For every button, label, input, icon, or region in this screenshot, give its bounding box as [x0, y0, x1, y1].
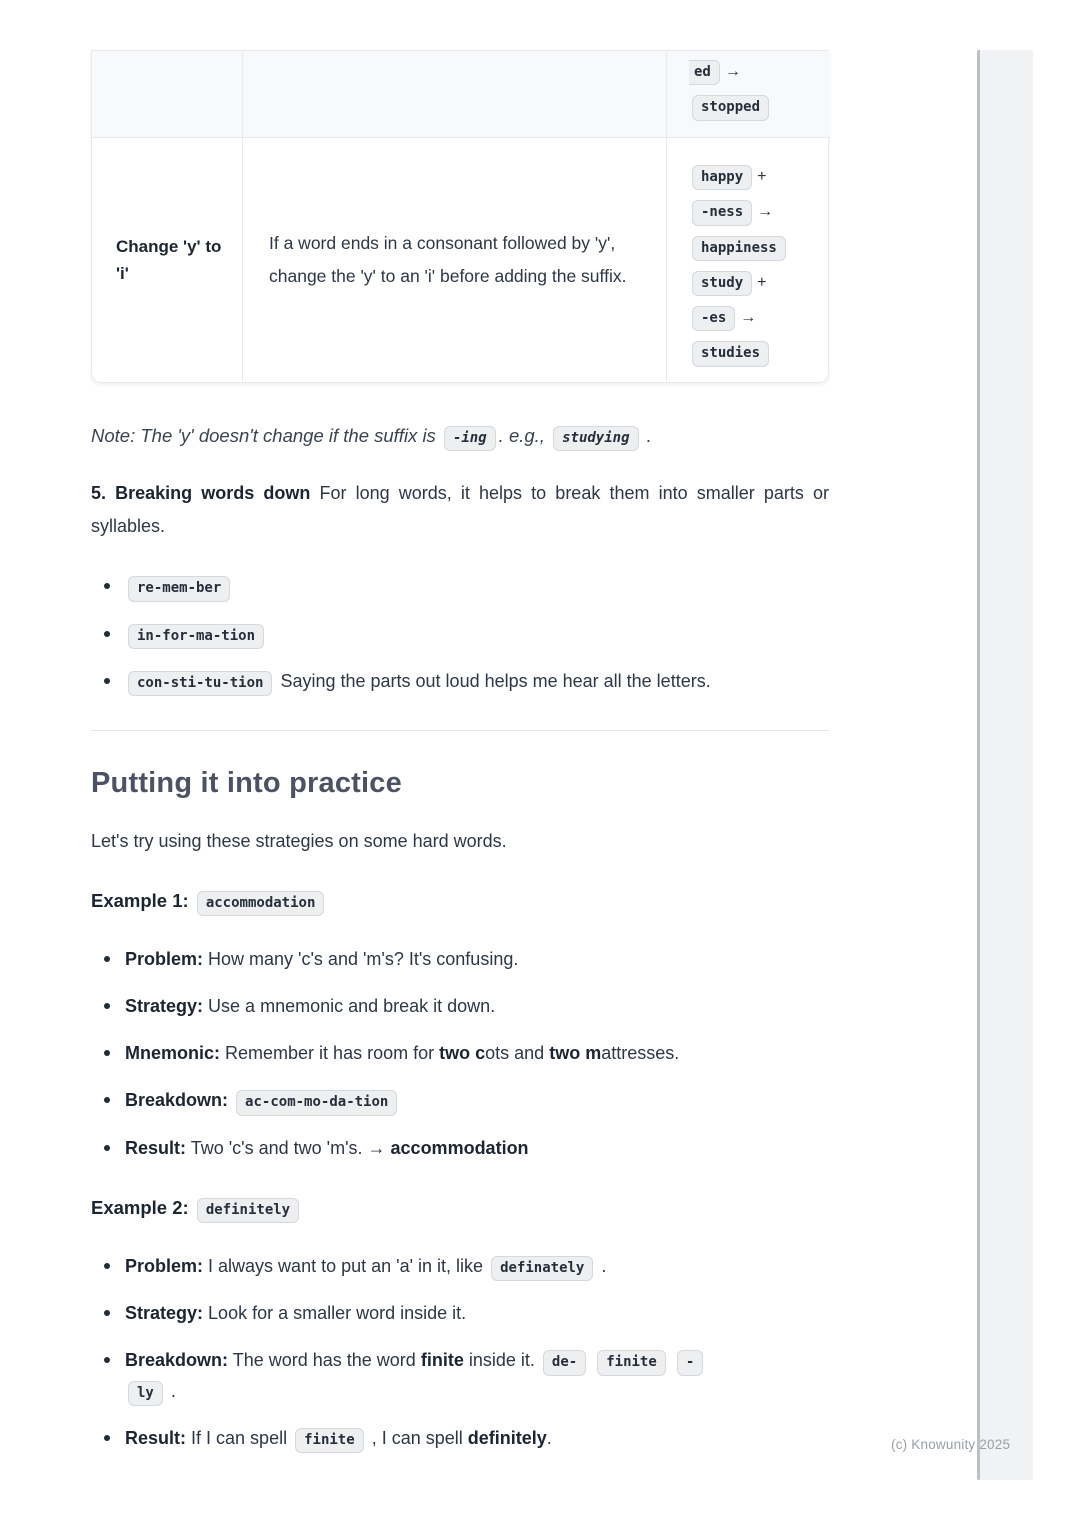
scrollbar-track[interactable]: [977, 50, 1033, 1480]
code-chip: definately: [491, 1256, 593, 1281]
list-item: [125, 1133, 829, 1163]
list-item: [125, 571, 829, 601]
chip-line: [689, 235, 824, 261]
bullet-text: ots and: [485, 1043, 545, 1064]
list-item: [125, 1423, 829, 1453]
chip-line: [689, 270, 824, 296]
bold-text: two c: [439, 1043, 486, 1064]
code-chip: -ness: [692, 200, 752, 225]
chip-line: [689, 59, 822, 85]
list-item: [125, 991, 829, 1021]
bullet-text: Remember it has room for: [225, 1043, 435, 1064]
note-text: .: [646, 425, 652, 446]
bullet-label: Strategy:: [125, 996, 204, 1017]
section-text: For long words, it helps to break them into smaller parts or syllables.: [91, 483, 829, 537]
plus-glyph: +: [757, 273, 767, 291]
example2-list: [91, 1251, 829, 1453]
arrow-glyph: →: [724, 63, 741, 80]
list-item: [125, 619, 829, 649]
code-chip: studies: [692, 341, 769, 366]
arrow-glyph: →: [740, 309, 757, 327]
bullet-text: .: [546, 1427, 552, 1448]
code-chip: accommodation: [197, 891, 325, 916]
bold-text: finite: [420, 1350, 464, 1371]
document-content: [91, 50, 829, 1453]
list-item: [125, 1345, 829, 1406]
breaking-words-paragraph: [91, 477, 829, 543]
code-chip: re-mem-ber: [128, 576, 230, 601]
chip-line: [689, 94, 822, 120]
spelling-rules-table: [91, 50, 829, 383]
bullet-text: Two 'c's and two 'm's. →: [190, 1137, 386, 1158]
syllable-list: [91, 571, 829, 696]
example2-label-row: [91, 1193, 829, 1223]
example-label: Example 1:: [91, 890, 189, 912]
example1-list: [91, 944, 829, 1162]
bullet-label: Problem:: [125, 949, 204, 970]
code-chip: finite: [295, 1428, 364, 1453]
bullet-text: If I can spell: [191, 1427, 288, 1448]
code-chip: con-sti-tu-tion: [128, 671, 272, 696]
bullet-text: The word has the word: [232, 1350, 416, 1371]
bullet-text: .: [170, 1380, 176, 1401]
arrow-glyph: →: [757, 203, 774, 221]
bullet-label: Result:: [125, 1427, 187, 1448]
example-label: Example 2:: [91, 1196, 189, 1218]
list-item-text: Saying the parts out loud helps me hear all the letters.: [280, 670, 711, 691]
copyright-footer: (c) Knowunity 2025: [891, 1437, 1011, 1452]
bullet-text: I always want to put an 'a' in it, like: [208, 1256, 484, 1277]
bullet-label: Result:: [125, 1137, 187, 1158]
list-item: [125, 1085, 829, 1115]
table-cell-rule-title: Change 'y' to 'i': [92, 138, 243, 382]
table-cell-rule-description: [243, 138, 667, 382]
rule-description-text: If a word ends in a consonant followed by 'y', change the 'y' to an 'i' before adding the suffix.: [269, 233, 627, 286]
bullet-text: , I can spell: [371, 1427, 463, 1448]
code-chip: study: [692, 271, 752, 296]
code-chip: ed: [689, 60, 720, 85]
chip-line: [689, 199, 824, 225]
bullet-label: Mnemonic:: [125, 1043, 221, 1064]
section-divider: [91, 730, 829, 731]
code-chip: ly: [128, 1381, 163, 1406]
code-chip: happy: [692, 165, 752, 190]
bullet-label: Problem:: [125, 1256, 204, 1277]
note-text: . e.g.,: [498, 425, 545, 446]
code-chip: happiness: [692, 236, 786, 261]
bullet-text: Look for a smaller word inside it.: [208, 1303, 467, 1324]
chip-line: [689, 305, 824, 331]
bullet-text: Use a mnemonic and break it down.: [208, 996, 496, 1017]
code-chip: finite: [597, 1350, 666, 1375]
bullet-label: Strategy:: [125, 1303, 204, 1324]
bold-text: two m: [549, 1043, 602, 1064]
code-chip: ac-com-mo-da-tion: [236, 1090, 397, 1115]
plus-glyph: +: [757, 168, 767, 185]
bullet-label: Breakdown:: [125, 1090, 229, 1111]
note-text: Note: The 'y' doesn't change if the suffix is: [91, 425, 436, 446]
note-paragraph: [91, 421, 829, 451]
table-cell-rule-examples: [667, 138, 830, 382]
bullet-text: .: [601, 1256, 607, 1277]
code-chip: -ing: [444, 426, 496, 451]
table-cell-example-ed: [667, 51, 830, 138]
code-chip: de-: [543, 1350, 586, 1375]
code-chip: in-for-ma-tion: [128, 624, 264, 649]
code-chip: studying: [553, 426, 638, 451]
bullet-text: How many 'c's and 'm's? It's confusing.: [208, 949, 519, 970]
list-item: [125, 666, 829, 696]
bullet-label: Breakdown:: [125, 1350, 229, 1371]
list-item: [125, 1038, 829, 1068]
bold-text: definitely: [467, 1427, 547, 1448]
bold-text: accommodation: [390, 1137, 529, 1158]
code-chip: -es: [692, 306, 735, 331]
code-chip: definitely: [197, 1198, 299, 1223]
table-cell-empty: [243, 51, 667, 138]
example1-label-row: [91, 886, 829, 916]
table-cell-empty: [92, 51, 243, 138]
list-item: [125, 1251, 829, 1281]
list-item: [125, 1298, 829, 1328]
practice-heading: Putting it into practice: [91, 767, 402, 800]
code-chip: -: [677, 1350, 703, 1375]
chip-line: [689, 340, 824, 366]
section-label: 5. Breaking words down: [91, 483, 311, 504]
code-chip: stopped: [692, 95, 769, 120]
practice-intro: Let's try using these strategies on some hard words.: [91, 831, 507, 852]
chip-line: [689, 164, 824, 190]
bullet-text: inside it.: [468, 1350, 535, 1371]
list-item: [125, 944, 829, 974]
bullet-text: attresses.: [601, 1043, 680, 1064]
